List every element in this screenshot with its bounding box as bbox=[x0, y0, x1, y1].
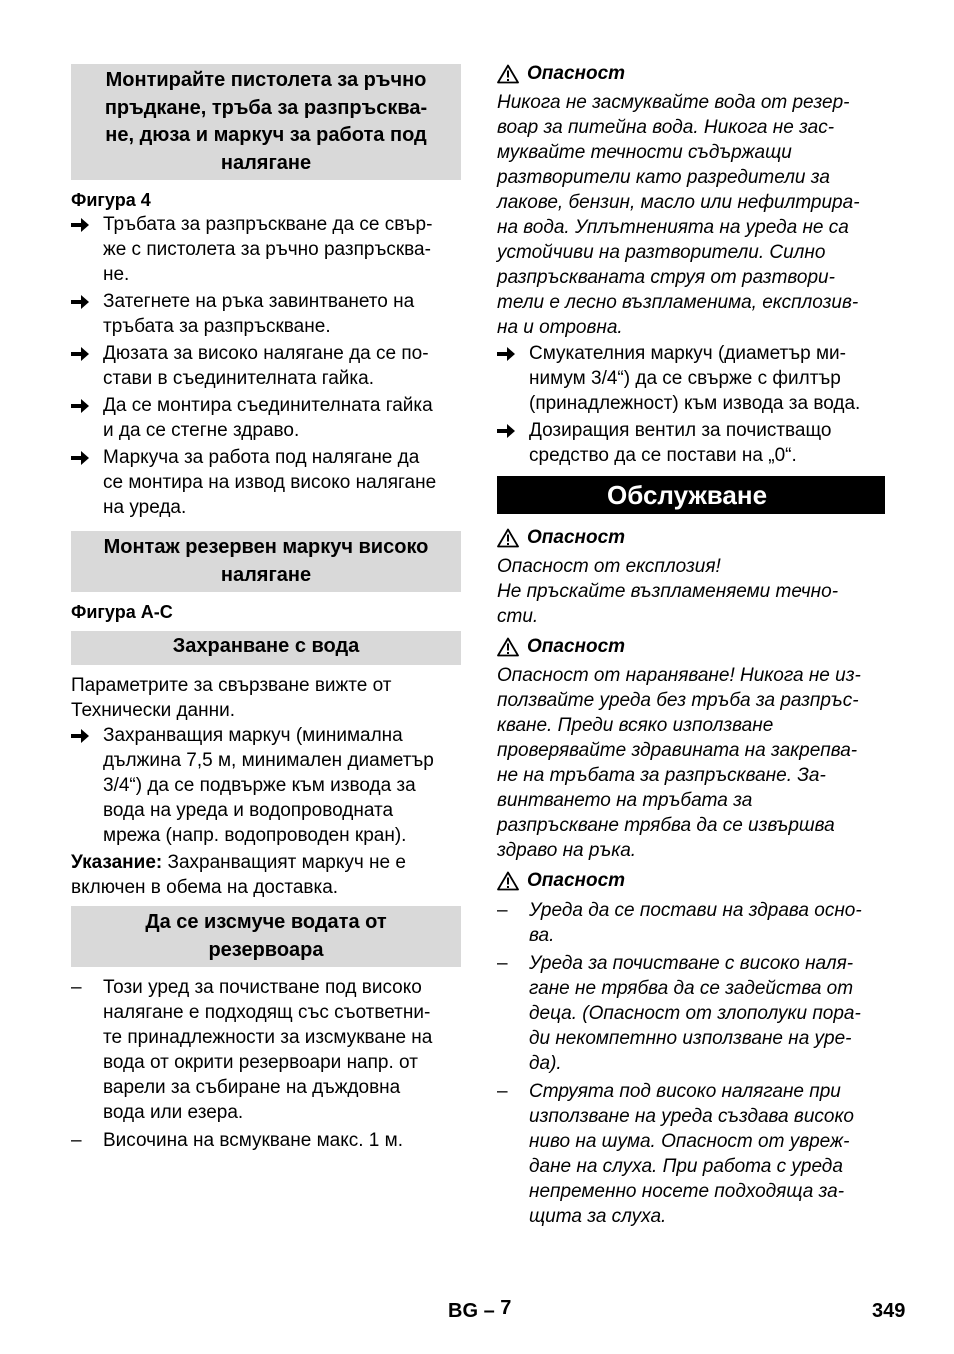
danger-text bbox=[497, 554, 887, 629]
step-item bbox=[497, 341, 887, 416]
danger-label: Опасност bbox=[527, 527, 626, 548]
danger-text bbox=[497, 663, 887, 863]
text-line: Опасност от нараняване! Никога не из- bbox=[497, 665, 861, 686]
steps-list-suction bbox=[497, 341, 887, 468]
warning-triangle-icon bbox=[497, 64, 519, 84]
step-line: 3/4“) да се подвърже към извода за bbox=[103, 775, 416, 796]
text-line: тели е лесно възпламенима, експлозив- bbox=[497, 292, 859, 313]
figure-label: Фигура 4 bbox=[71, 190, 151, 210]
item-line: дане на слуха. При работа с уреда bbox=[529, 1156, 843, 1177]
text-line: Опасност от експлозия! bbox=[497, 556, 721, 577]
dash-list-suction bbox=[71, 975, 461, 1153]
footer-dash: – bbox=[483, 1300, 495, 1322]
step-line: Смукателния маркуч (диаметър ми- bbox=[529, 343, 846, 364]
heading-mount-gun bbox=[71, 64, 461, 180]
steps-list-water bbox=[71, 723, 461, 848]
text-line: ползвайте уреда без тръба за разпръс- bbox=[497, 690, 859, 711]
step-item bbox=[71, 341, 461, 391]
arrow-right-icon bbox=[71, 723, 89, 744]
step-line: Дозиращия вентил за почистващо bbox=[529, 420, 832, 441]
danger-title bbox=[497, 868, 625, 893]
dash-bullet: – bbox=[497, 953, 508, 974]
heading-line: Захранване с вода bbox=[172, 635, 360, 657]
dash-bullet: – bbox=[71, 977, 82, 998]
heading-suction bbox=[71, 906, 461, 967]
page-number: 349 bbox=[872, 1300, 906, 1322]
arrow-right-icon bbox=[497, 341, 515, 362]
text-line: проверявайте здравината на закрепва- bbox=[497, 740, 858, 761]
step-item bbox=[71, 289, 461, 339]
footer-local-page: 7 bbox=[500, 1297, 512, 1319]
arrow-right-icon bbox=[71, 212, 89, 233]
text-line: разпръскваната струя от разтвори- bbox=[497, 267, 835, 288]
list-item bbox=[71, 975, 461, 1125]
item-line: налягане е подходящ със съответни- bbox=[103, 1002, 431, 1023]
step-line: средство да се постави на „0“. bbox=[529, 445, 797, 466]
step-line: же с пистолета за ръчно разпръсква- bbox=[103, 239, 431, 260]
item-line: да). bbox=[529, 1053, 562, 1074]
warning-triangle-icon bbox=[497, 871, 519, 891]
item-line: щита за слуха. bbox=[529, 1206, 667, 1227]
heading-spare-hose bbox=[71, 531, 461, 592]
danger-text bbox=[497, 90, 887, 340]
dash-bullet: – bbox=[71, 1130, 82, 1151]
step-line: Маркуча за работа под налягане да bbox=[103, 447, 420, 468]
text-line: винтването на тръбата за bbox=[497, 790, 753, 811]
footer-language: BG bbox=[448, 1300, 478, 1322]
step-line: не. bbox=[103, 264, 130, 285]
dash-bullet: – bbox=[497, 1081, 508, 1102]
text-line: Технически данни. bbox=[71, 700, 235, 721]
item-line: непременно носете подходяща за- bbox=[529, 1181, 845, 1202]
step-line: и да се стегне здраво. bbox=[103, 420, 300, 441]
step-line: Да се монтира съединителната гайка bbox=[103, 395, 433, 416]
list-item bbox=[497, 898, 887, 948]
text-line: Параметрите за свързване вижте от bbox=[71, 675, 392, 696]
list-item bbox=[497, 951, 887, 1076]
heading-line: Да се изсмуче водата от bbox=[145, 911, 387, 933]
text-line: Не пръскайте възпламеняеми течно- bbox=[497, 581, 839, 602]
heading-water-supply bbox=[71, 631, 461, 665]
item-line: вода от окрити резервоари напр. от bbox=[103, 1052, 418, 1073]
text-line: муквайте течности съдържащи bbox=[497, 142, 792, 163]
item-line: Уреда за почистване с високо наля- bbox=[529, 953, 854, 974]
list-item bbox=[71, 1128, 461, 1153]
item-line: Височина на всмукване макс. 1 м. bbox=[103, 1130, 403, 1151]
note-text: Захранващият маркуч не е bbox=[162, 852, 406, 873]
item-line: ди некомпетнно използване на уре- bbox=[529, 1028, 852, 1049]
step-item bbox=[71, 393, 461, 443]
list-item bbox=[497, 1079, 887, 1229]
text-line: кване. Преди всяко използване bbox=[497, 715, 774, 736]
step-line: на уреда. bbox=[103, 497, 187, 518]
step-line: вода на уреда и водопроводната bbox=[103, 800, 394, 821]
text-line: здраво на ръка. bbox=[497, 840, 637, 861]
arrow-right-icon bbox=[71, 393, 89, 414]
step-item bbox=[71, 445, 461, 520]
warning-triangle-icon bbox=[497, 528, 519, 548]
danger-title bbox=[497, 525, 625, 550]
step-line: (принадлежност) към извода за вода. bbox=[529, 393, 861, 414]
item-line: ва. bbox=[529, 925, 555, 946]
danger-title bbox=[497, 634, 625, 659]
text-line: воар за питейна вода. Никога не зас- bbox=[497, 117, 835, 138]
note bbox=[71, 850, 461, 900]
warning-triangle-icon bbox=[497, 637, 519, 657]
step-line: Дюзата за високо налягане да се по- bbox=[103, 343, 429, 364]
danger-title bbox=[497, 61, 625, 86]
section-title: Обслужване bbox=[497, 476, 885, 514]
arrow-right-icon bbox=[71, 341, 89, 362]
step-line: Захранващия маркуч (минимална bbox=[103, 725, 403, 746]
danger-label: Опасност bbox=[527, 870, 626, 891]
steps-list-mount bbox=[71, 212, 461, 520]
heading-line: Монтаж резервен маркуч високо bbox=[103, 536, 429, 558]
heading-line: пръдкане, тръба за разпръсква- bbox=[104, 96, 428, 119]
step-line: стави в съединителната гайка. bbox=[103, 368, 375, 389]
step-line: тръбата за разпръскване. bbox=[103, 316, 331, 337]
step-line: се монтира на извод високо налягане bbox=[103, 472, 437, 493]
connection-params bbox=[71, 673, 461, 723]
text-line: на и отровна. bbox=[497, 317, 623, 338]
heading-line: не, дюза и маркуч за работа под bbox=[105, 124, 427, 146]
item-line: Струята под високо налягане при bbox=[529, 1081, 841, 1102]
heading-line: резервоара bbox=[208, 938, 324, 961]
step-item bbox=[497, 418, 887, 468]
arrow-right-icon bbox=[497, 418, 515, 439]
step-line: нимум 3/4“) да се свърже с филтър bbox=[529, 368, 841, 389]
text-line: сти. bbox=[497, 606, 539, 627]
text-line: Никога не засмуквайте вода от резер- bbox=[497, 92, 850, 113]
dash-list-danger bbox=[497, 898, 887, 1229]
text-line: разтворители като разредители за bbox=[497, 167, 830, 188]
figure-label: Фигура A-C bbox=[71, 602, 173, 622]
step-line: Затегнете на ръка завинтването на bbox=[103, 291, 415, 312]
dash-bullet: – bbox=[497, 900, 508, 921]
step-line: дължина 7,5 м, минимален диаметър bbox=[103, 750, 434, 771]
step-line: Тръбата за разпръскване да се свър- bbox=[103, 214, 433, 235]
item-line: деца. (Опасност от злополуки пора- bbox=[529, 1003, 861, 1024]
arrow-right-icon bbox=[71, 289, 89, 310]
text-line: разпръскване трябва да се извършва bbox=[497, 815, 835, 836]
heading-line: налягане bbox=[220, 563, 312, 586]
item-line: вода или езера. bbox=[103, 1102, 244, 1123]
text-line: лакове, бензин, масло или нефилтрира- bbox=[497, 192, 860, 213]
item-line: те принадлежности за изсмукване на bbox=[103, 1027, 433, 1048]
text-line: на вода. Уплътненията на уреда не са bbox=[497, 217, 849, 238]
danger-label: Опасност bbox=[527, 63, 626, 84]
item-line: варели за събиране на дъждовна bbox=[103, 1077, 401, 1098]
note-label: Указание: bbox=[71, 852, 163, 873]
step-line: мрежа (напр. водопроводен кран). bbox=[103, 825, 407, 846]
item-line: Този уред за почистване под високо bbox=[103, 977, 422, 998]
heading-line: налягане bbox=[220, 151, 312, 174]
item-line: гане не трябва да се задейства от bbox=[529, 978, 854, 999]
step-item bbox=[71, 212, 461, 287]
item-line: Уреда да се постави на здрава осно- bbox=[529, 900, 862, 921]
text-line: не на тръбата за разпръскване. За- bbox=[497, 765, 826, 786]
step-item bbox=[71, 723, 461, 848]
item-line: ниво на шума. Опасност от увреж- bbox=[529, 1131, 850, 1152]
note-line: включен в обема на доставка. bbox=[71, 877, 339, 898]
item-line: използване на уреда създава високо bbox=[529, 1106, 854, 1127]
arrow-right-icon bbox=[71, 445, 89, 466]
note-line bbox=[71, 850, 461, 875]
heading-line: Монтирайте пистолета за ръчно bbox=[105, 69, 427, 91]
text-line: устойчиви на разтворители. Силно bbox=[497, 242, 826, 263]
danger-label: Опасност bbox=[527, 636, 626, 657]
footer-section-marker bbox=[448, 1299, 511, 1324]
